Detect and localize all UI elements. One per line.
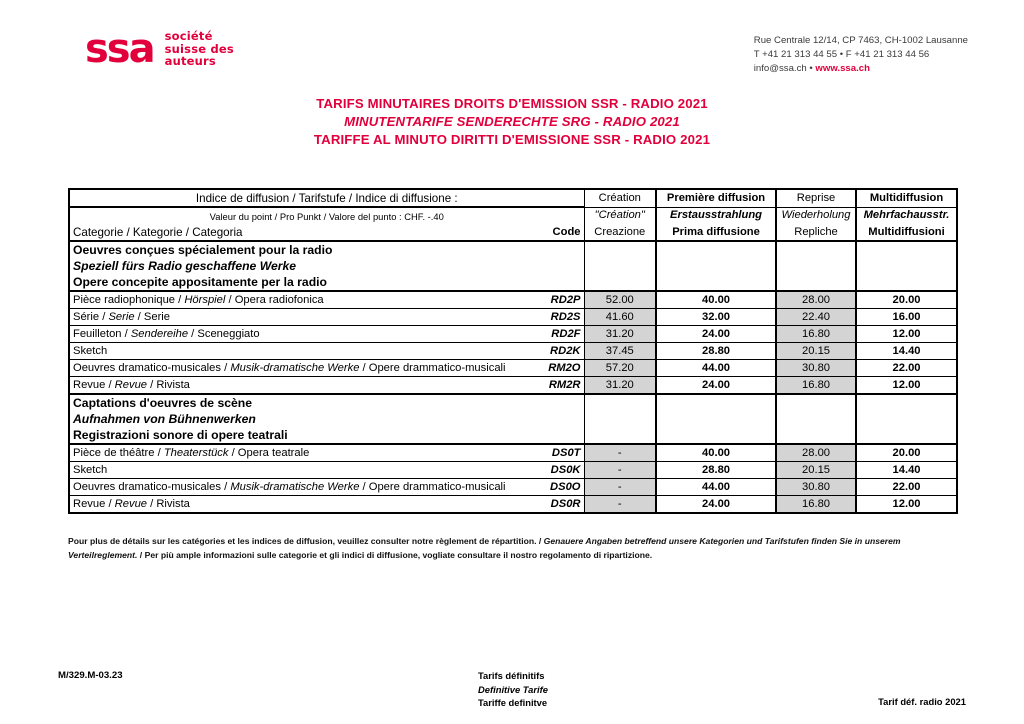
header-col-2-it: Prima diffusione [656,224,776,241]
section-1-blank-4 [856,274,957,291]
row-category: Pièce radiophonique / Hörspiel / Opera radiofonica [69,291,530,309]
row-category: Sketch [69,462,530,479]
row-category: Oeuvres dramatico-musicales / Musik-dramatische Werke / Opere drammatico-musicali [69,479,530,496]
table-row [69,444,957,462]
row-multidiffusion: 20.00 [856,444,957,462]
header-diffusion-index: Indice de diffusion / Tarifstufe / Indice di diffusione : [69,189,584,207]
row-category-de: Hörspiel [184,294,226,306]
logo-line-2: suisse des [164,41,234,56]
header-col-4-de: Mehrfachausstr. [856,207,957,224]
section-1-blank-1 [584,241,656,258]
page-title-fr: TARIFS MINUTAIRES DROITS D'EMISSION SSR - RADIO 2021 [316,96,708,111]
tariff-table-wrapper [68,188,958,514]
row-category-de: Musik-dramatische Werke [230,481,360,493]
footer-center [478,669,548,710]
footer-center-de: Definitive Tarife [478,683,548,695]
row-multidiffusion: 14.40 [856,462,957,479]
header-point-value: Valeur du point / Pro Punkt / Valore del punto : CHF. -.40 [69,207,584,224]
section-1-blank-3 [776,241,856,258]
row-creation: 57.20 [584,360,656,377]
section-1-blank-3 [776,274,856,291]
row-creation: - [584,444,656,462]
header-col-3-de: Wiederholung [776,207,856,224]
table-row [69,291,957,309]
row-code: RM2R [530,377,584,395]
section-1-blank-2 [656,258,776,274]
row-reprise: 28.00 [776,444,856,462]
table-header-row-2 [69,207,957,224]
page-title-it: TARIFFE AL MINUTO DIRITTI D'EMISSIONE SSR - RADIO 2021 [313,132,711,147]
footnote [68,535,952,562]
section-1-blank-2 [656,241,776,258]
section-1-blank-3 [776,258,856,274]
row-category: Série / Serie / Serie [69,309,530,326]
header-col-1-de: "Création" [584,207,656,224]
row-reprise: 20.15 [776,343,856,360]
section-2-blank-1 [584,411,656,427]
header-category-label: Categorie / Kategorie / Categoria [69,224,530,241]
row-multidiffusion: 12.00 [856,377,957,395]
row-reprise: 16.80 [776,496,856,514]
footnote-it: / Per più ample informazioni sulle categorie et gli indici di diffusione, vogliate consultare il nostro regolamento di ripartizione. [137,549,653,560]
row-multidiffusion: 16.00 [856,309,957,326]
row-reprise: 16.80 [776,326,856,343]
row-category: Revue / Revue / Rivista [69,496,530,514]
footnote-fr: Pour plus de détails sur les catégories et les indices de diffusion, veuillez consulter notre règlement de répartition. / [68,536,544,546]
table-row [69,309,957,326]
footer-center-fr: Tarifs définitifs [478,670,545,681]
section-1-heading-row-it [69,274,957,291]
row-code: DS0R [530,496,584,514]
contact-block [754,34,968,76]
row-reprise: 30.80 [776,360,856,377]
section-2-blank-3 [776,427,856,444]
section-1-heading-fr: Oeuvres conçues spécialement pour la radio [69,241,584,258]
row-multidiffusion: 14.40 [856,343,957,360]
row-category: Sketch [69,343,530,360]
page-title-de: MINUTENTARIFE SENDERECHTE SRG - RADIO 2021 [344,114,680,129]
tariff-table [68,188,958,514]
section-2-heading-row-fr [69,394,957,411]
section-2-blank-2 [656,427,776,444]
row-category: Revue / Revue / Rivista [69,377,530,395]
section-2-blank-1 [584,394,656,411]
row-premiere: 28.80 [656,343,776,360]
row-premiere: 24.00 [656,377,776,395]
section-2-blank-2 [656,411,776,427]
header-col-4-it: Multidiffusioni [856,224,957,241]
header-col-1-fr: Création [584,189,656,207]
header-col-3-fr: Reprise [776,189,856,207]
row-category: Feuilleton / Sendereihe / Sceneggiato [69,326,530,343]
section-1-blank-4 [856,241,957,258]
contact-email: info@ssa.ch • [753,63,816,74]
header-col-3-it: Repliche [776,224,856,241]
row-category: Pièce de théâtre / Theaterstück / Opera teatrale [69,444,530,462]
section-2-blank-3 [776,394,856,411]
row-multidiffusion: 12.00 [856,496,957,514]
footer-doc-ref: M/329.M-03.23 [58,670,123,681]
row-category: Oeuvres dramatico-musicales / Musik-dramatische Werke / Opere drammatico-musicali [69,360,530,377]
section-1-heading-it: Opere concepite appositamente per la radio [69,274,584,291]
row-creation: - [584,462,656,479]
ssa-logo [85,25,234,72]
row-premiere: 32.00 [656,309,776,326]
row-premiere: 24.00 [656,326,776,343]
header-code-label: Code [530,224,584,241]
row-code: RD2K [530,343,584,360]
row-reprise: 22.40 [776,309,856,326]
table-header-row-3 [69,224,957,241]
section-1-blank-2 [656,274,776,291]
section-1-blank-4 [856,258,957,274]
row-premiere: 44.00 [656,360,776,377]
section-2-heading-fr: Captations d'oeuvres de scène [69,394,584,411]
contact-email-web [754,62,968,76]
row-creation: 31.20 [584,326,656,343]
row-premiere: 44.00 [656,479,776,496]
table-row [69,479,957,496]
row-creation: 37.45 [584,343,656,360]
section-2-blank-2 [656,394,776,411]
section-2-blank-4 [856,427,957,444]
section-1-blank-1 [584,274,656,291]
footer-center-it: Tariffe definitve [478,697,548,708]
section-2-heading-it: Registrazioni sonore di opere teatrali [69,427,584,444]
row-reprise: 30.80 [776,479,856,496]
section-2-blank-4 [856,411,957,427]
row-creation: 52.00 [584,291,656,309]
row-code: RD2P [530,291,584,309]
header-col-1-it: Creazione [584,224,656,241]
row-category-de: Revue [114,498,148,510]
table-header-row-1 [69,189,957,207]
table-row [69,462,957,479]
row-code: RM2O [530,360,584,377]
row-code: DS0K [530,462,584,479]
row-code: DS0O [530,479,584,496]
row-code: RD2F [530,326,584,343]
table-row [69,343,957,360]
row-premiere: 28.80 [656,462,776,479]
row-premiere: 40.00 [656,291,776,309]
table-row [69,496,957,514]
section-2-heading-de: Aufnahmen von Bühnenwerken [69,411,584,427]
section-2-blank-1 [584,427,656,444]
section-2-blank-4 [856,394,957,411]
footer-tariff-ref: Tarif déf. radio 2021 [878,696,966,707]
header-col-2-fr: Première diffusion [656,189,776,207]
row-category-de: Sendereihe [130,328,189,340]
page-title [0,95,1024,149]
header-col-2-de: Erstausstrahlung [656,207,776,224]
page-header [0,26,1024,86]
contact-website-link[interactable]: www.ssa.ch [815,63,870,74]
section-1-heading-row-fr [69,241,957,258]
row-multidiffusion: 22.00 [856,360,957,377]
ssa-logo-mark: ssa [85,25,154,72]
contact-address: Rue Centrale 12/14, CP 7463, CH-1002 Lausanne [753,35,968,46]
table-row [69,360,957,377]
section-1-heading-de: Speziell fürs Radio geschaffene Werke [69,258,584,274]
row-creation: - [584,496,656,514]
section-1-blank-1 [584,258,656,274]
row-category-de: Revue [114,379,148,391]
header-col-4-fr: Multidiffusion [856,189,957,207]
ssa-logo-words [165,30,234,68]
row-category-de: Theaterstück [163,447,229,459]
table-row [69,377,957,395]
row-creation: - [584,479,656,496]
row-creation: 41.60 [584,309,656,326]
contact-phone-fax: T +41 21 313 44 55 • F +41 21 313 44 56 [753,49,930,60]
row-code: RD2S [530,309,584,326]
row-category-de: Serie [108,311,135,323]
table-row [69,326,957,343]
row-category-de: Musik-dramatische Werke [230,362,360,374]
row-multidiffusion: 20.00 [856,291,957,309]
row-reprise: 20.15 [776,462,856,479]
logo-line-1: société [164,29,213,43]
row-code: DS0T [530,444,584,462]
row-multidiffusion: 22.00 [856,479,957,496]
tariff-table-body [69,189,957,513]
footnote-de: Genauere Angaben betreffend unsere Kategorien und Tarifstufen finden Sie in unserem Verteilreglement. [68,536,901,560]
section-2-blank-3 [776,411,856,427]
row-premiere: 24.00 [656,496,776,514]
logo-line-3: auteurs [164,54,216,68]
row-creation: 31.20 [584,377,656,395]
row-reprise: 16.80 [776,377,856,395]
section-2-heading-row-de [69,411,957,427]
row-premiere: 40.00 [656,444,776,462]
section-2-heading-row-it [69,427,957,444]
section-1-heading-row-de [69,258,957,274]
row-reprise: 28.00 [776,291,856,309]
row-multidiffusion: 12.00 [856,326,957,343]
